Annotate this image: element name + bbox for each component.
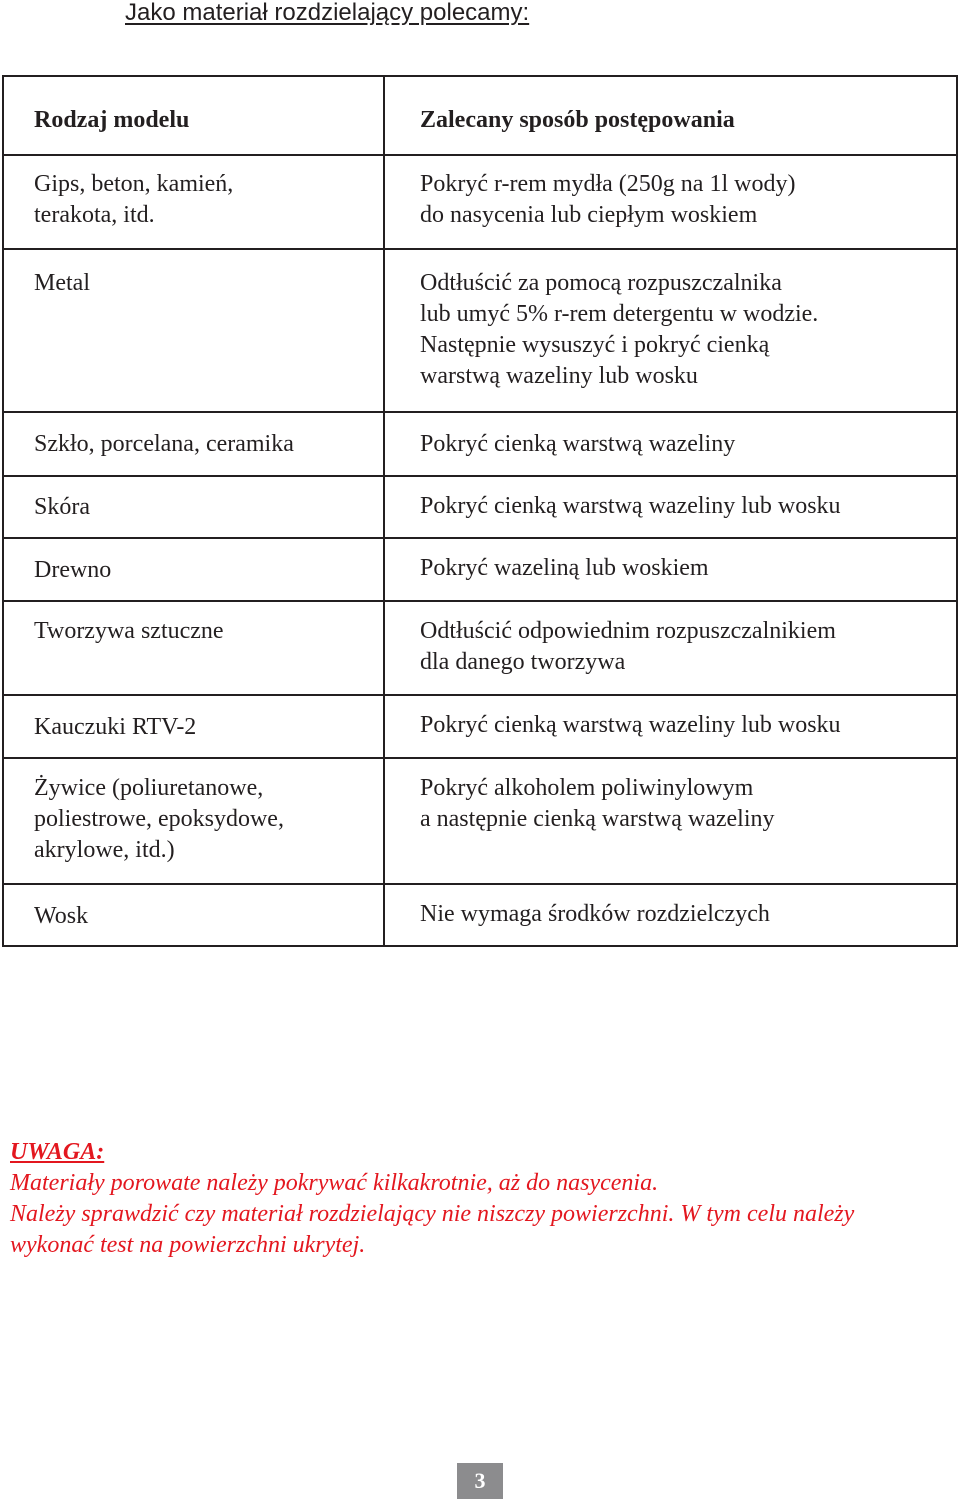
column-header-model: Rodzaj modelu (34, 107, 190, 133)
table-row-method: Pokryć r-rem mydła (250g na 1l wody) do nasycenia lub ciepłym woskiem (420, 171, 796, 228)
column-divider (383, 77, 385, 945)
table-row-model: Tworzywa sztuczne (34, 618, 224, 644)
row-divider (4, 537, 956, 539)
table-row-model: Kauczuki RTV-2 (34, 714, 197, 740)
table-row-method: Pokryć cienką warstwą wazeliny lub wosku (420, 493, 841, 519)
table-row-method: Pokryć cienką warstwą wazeliny (420, 431, 736, 457)
note-line: wykonać test na powierzchni ukrytej. (10, 1232, 366, 1258)
table-row-method: Pokryć cienką warstwą wazeliny lub wosku (420, 712, 841, 738)
table-row-model: Żywice (poliuretanowe, poliestrowe, epoksydowe, akrylowe, itd.) (34, 775, 284, 863)
table-row-model: Metal (34, 270, 90, 296)
table-row-model: Drewno (34, 557, 112, 583)
separating-agents-table (2, 75, 958, 947)
note-title: UWAGA: (10, 1139, 105, 1165)
table-row-method: Odtłuścić odpowiednim rozpuszczalnikiem dla danego tworzywa (420, 618, 836, 675)
table-row-model: Gips, beton, kamień, terakota, itd. (34, 171, 234, 228)
row-divider (4, 475, 956, 477)
page-number: 3 (457, 1463, 503, 1499)
row-divider (4, 411, 956, 413)
table-row-method: Pokryć alkoholem poliwinylowym a następnie cienką warstwą wazeliny (420, 775, 775, 832)
column-header-method: Zalecany sposób postępowania (420, 107, 735, 133)
table-row-model: Wosk (34, 903, 89, 929)
row-divider (4, 757, 956, 759)
row-divider (4, 600, 956, 602)
table-row-method: Nie wymaga środków rozdzielczych (420, 901, 770, 927)
table-row-method: Pokryć wazeliną lub woskiem (420, 555, 709, 581)
table-row-model: Szkło, porcelana, ceramika (34, 431, 294, 457)
row-divider (4, 154, 956, 156)
note-line: Materiały porowate należy pokrywać kilkakrotnie, aż do nasycenia. (10, 1170, 659, 1196)
table-row-method: Odtłuścić za pomocą rozpuszczalnika lub umyć 5% r-rem detergentu w wodzie. Następnie wysuszyć i pokryć cienką warstwą wazeliny lub wosku (420, 270, 819, 389)
row-divider (4, 694, 956, 696)
row-divider (4, 883, 956, 885)
note-line: Należy sprawdzić czy materiał rozdzielający nie niszczy powierzchni. W tym celu należy (10, 1201, 855, 1227)
page-heading: Jako materiał rozdzielający polecamy: (125, 0, 530, 26)
row-divider (4, 248, 956, 250)
table-row-model: Skóra (34, 494, 90, 520)
